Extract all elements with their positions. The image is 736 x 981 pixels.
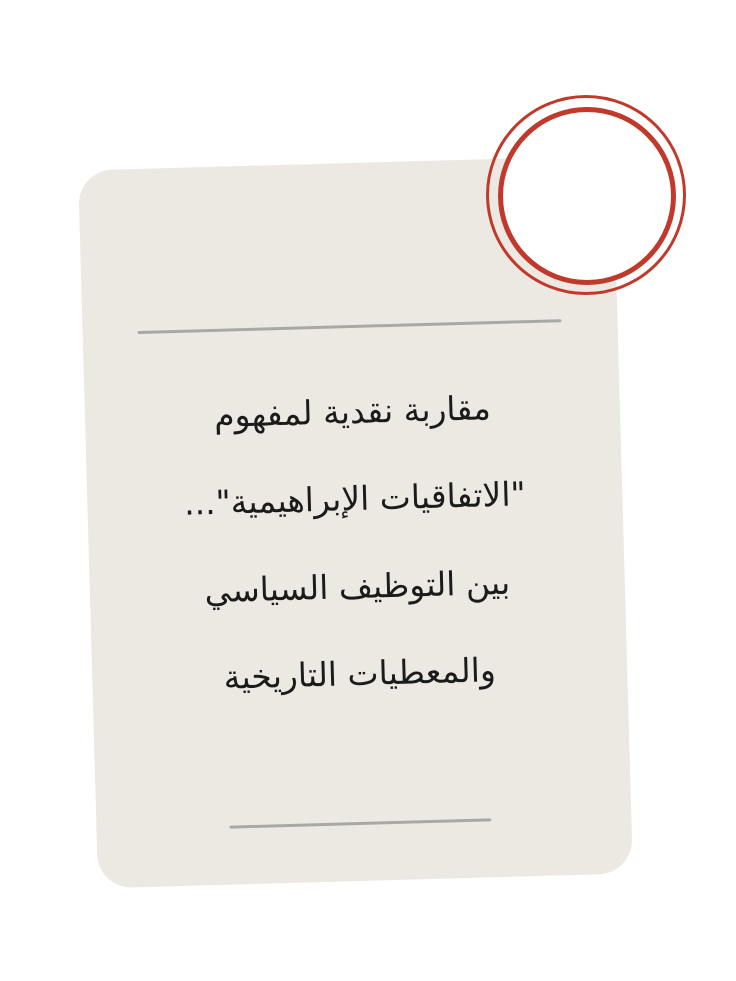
title-line-2: "الاتفاقيات الإبراهيمية"... [183,474,527,524]
top-divider [138,319,562,334]
page-title [128,362,585,724]
title-line-3: بين التوظيف السياسي [203,562,511,611]
circle-inner-ring [498,107,676,285]
bottom-divider [229,818,491,828]
title-line-4: والمعطيات التاريخية [223,650,497,698]
title-line-1: مقاربة نقدية لمفهوم [213,388,492,435]
double-ring-circle-icon [486,95,686,295]
